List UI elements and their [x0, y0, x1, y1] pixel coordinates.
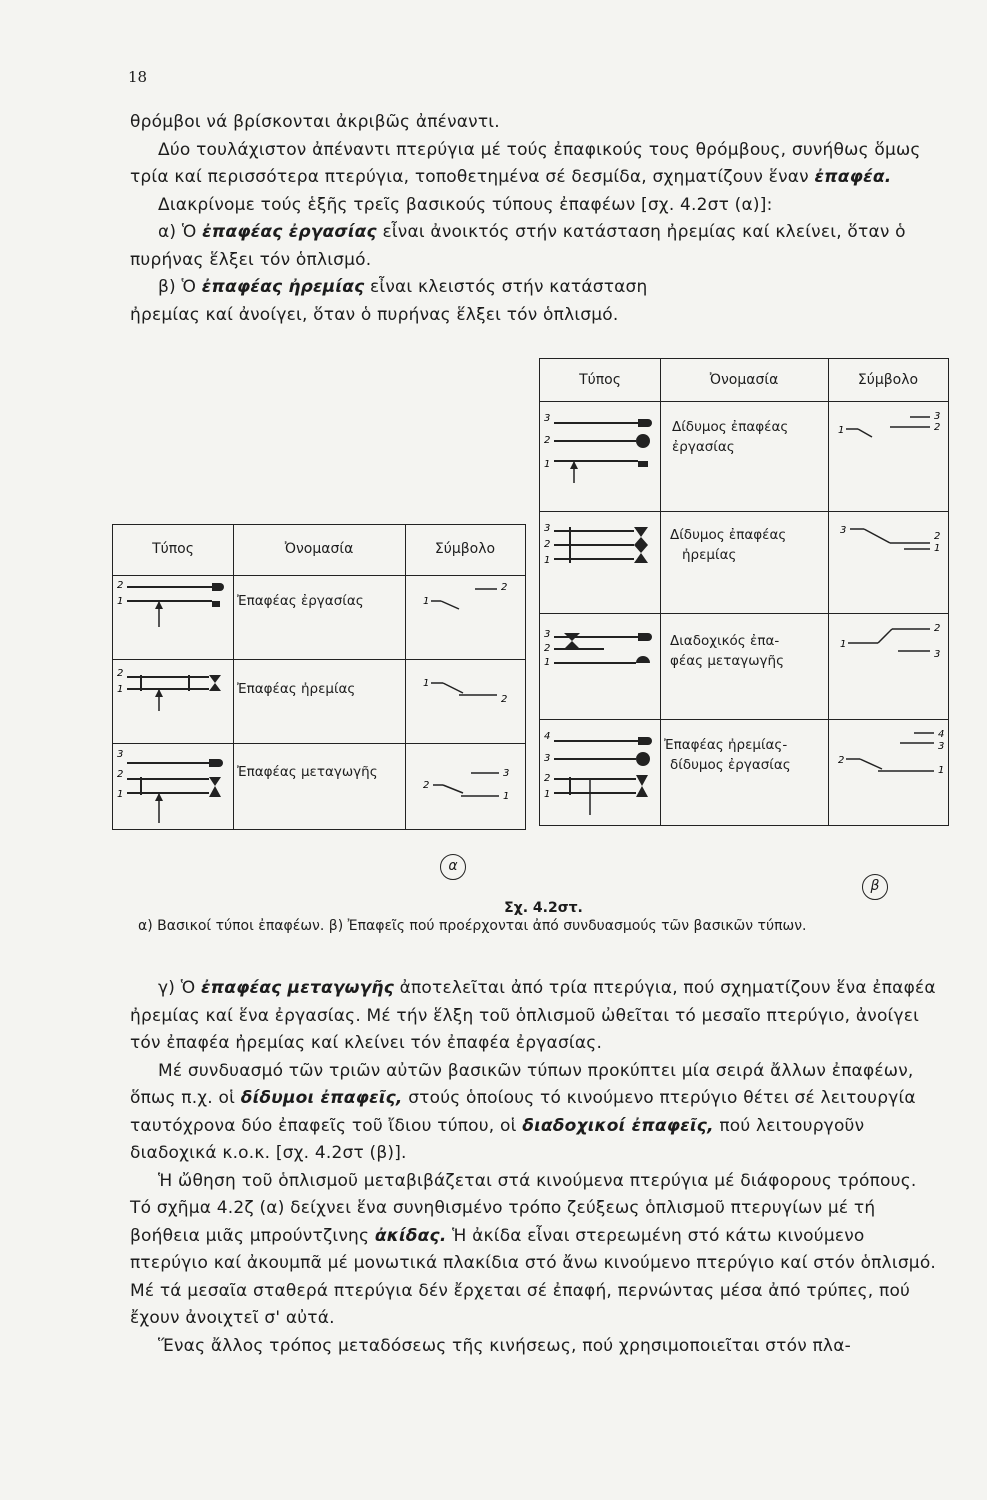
terminal-number: 2: [544, 539, 551, 550]
terminal-number: 1: [544, 459, 551, 470]
terminal-number: 1: [117, 789, 124, 800]
body-text: [130, 975, 942, 1360]
header-name: Ὀνομασία: [284, 541, 354, 557]
figure-caption-title: Σχ. 4.2στ.: [504, 900, 583, 916]
figure-label-a: α: [440, 854, 466, 880]
page-number: 18: [128, 68, 148, 86]
svg-text:2: 2: [934, 531, 941, 542]
terminal-number: 3: [544, 523, 551, 534]
terminal-number: 2: [544, 435, 551, 446]
terminal-number: 3: [544, 753, 551, 764]
svg-text:3: 3: [503, 768, 510, 779]
body-paragraph-4: Ἕνας ἄλλος τρόπος μεταδόσεως τῆς κινήσεως, πού χρησιμοποιεῖται στόν πλα-: [158, 1335, 851, 1356]
header-symbol: Σύμβολο: [434, 541, 496, 557]
rest-contact-symbol: [413, 661, 523, 743]
svg-text:3: 3: [934, 649, 941, 660]
terminal-number: 2: [117, 769, 124, 780]
row-name: Ἐπαφέας ἐργασίας: [237, 593, 364, 609]
terminal-number: 2: [117, 580, 124, 591]
svg-text:2: 2: [501, 582, 508, 593]
svg-text:2: 2: [423, 780, 430, 791]
svg-text:2: 2: [934, 623, 941, 634]
row-name: Ἐπαφέας ἠρεμίας: [237, 681, 356, 697]
terminal-number: 1: [544, 555, 551, 566]
twin-work-contact-type-drawing: [544, 403, 658, 511]
work-contact-type-drawing: [117, 577, 229, 659]
svg-text:3: 3: [934, 411, 941, 422]
rest-twin-work-symbol: [834, 719, 946, 825]
terminal-number: 3: [544, 629, 551, 640]
svg-text:1: 1: [838, 425, 845, 436]
terminal-number: 1: [117, 684, 124, 695]
terminal-number: 1: [544, 789, 551, 800]
svg-text:1: 1: [423, 678, 430, 689]
terminal-number: 1: [544, 657, 551, 668]
body-paragraph-2: Μέ συνδυασμό τῶν τριῶν αὐτῶν βασικῶν τύπων προκύπτει μία σειρά ἄλλων ἐπαφέων, ὅπως π.χ. οἱ δίδυμοι ἐπαφεῖς, στούς ὁποίους τό κινούμενο πτερύγιο θέτει σέ λειτουργία ταυτόχρονα δύο ἐπαφεῖς τοῦ ἴδιου τύπου, οἱ διαδοχικοί ἐπαφεῖς, πού λειτουργοῦν διαδοχικά κ.ο.κ. [σχ. 4.2στ (β)].: [130, 1060, 916, 1163]
svg-text:1: 1: [934, 543, 941, 554]
row-name: Δίδυμος ἐπαφέας ἐργασίας: [672, 419, 789, 455]
svg-text:1: 1: [423, 596, 430, 607]
twin-rest-contact-type-drawing: [544, 513, 658, 613]
svg-text:4: 4: [938, 729, 945, 740]
svg-text:1: 1: [938, 765, 945, 776]
item-g: γ) Ὁ ἐπαφέας μεταγωγῆς ἀποτελεῖται ἀπό τρία πτερύγια, πού σχηματίζουν ἕνα ἐπαφέα ἠρεμίας καί ἕνα ἐργασίας. Μέ τήν ἕλξη τοῦ ὁπλισμοῦ ὠθεῖται τό μεσαῖο πτερύγιο, ἀνοίγει τόν ἐπαφέα ἠρεμίας καί κλείνει τόν ἐπαφέα ἐργασίας.: [130, 978, 936, 1053]
header-type: Τύπος: [152, 541, 194, 557]
intro-line1: θρόμβοι νά βρίσκονται ἀκριβῶς ἀπέναντι.: [130, 112, 500, 132]
row-name: Ἐπαφέας ἠρεμίας- δίδυμος ἐργασίας: [664, 737, 791, 773]
terminal-number: 2: [544, 643, 551, 654]
svg-text:2: 2: [501, 694, 508, 705]
terminal-number: 3: [117, 749, 124, 760]
header-symbol: Σύμβολο: [857, 372, 919, 388]
item-a: α) Ὁ ἐπαφέας ἐργασίας εἶναι ἀνοικτός στήν κατάσταση ἠρεμίας καί κλείνει, ὅταν ὁ πυρήνας ἕλξει τόν ὁπλισμό.: [130, 222, 906, 270]
intro-text: [130, 109, 935, 329]
twin-work-symbol: [834, 403, 946, 511]
figure-caption: α) Βασικοί τύποι ἐπαφέων. β) Ἐπαφεῖς πού προέρχονται ἀπό συνδυασμούς τῶν βασικῶν τύπων.: [138, 918, 807, 934]
terminal-number: 2: [544, 773, 551, 784]
figure-label-b: β: [862, 874, 888, 900]
table-combined-contacts: [539, 358, 949, 826]
terminal-number: 1: [117, 596, 124, 607]
sequential-changeover-symbol: [834, 615, 946, 719]
intro-paragraph-3: Διακρίνομε τούς ἑξῆς τρεῖς βασικούς τύπους ἐπαφέων [σχ. 4.2στ (α)]:: [158, 194, 773, 215]
terminal-number: 3: [544, 413, 551, 424]
work-contact-symbol: [413, 577, 523, 659]
svg-text:3: 3: [840, 525, 847, 536]
svg-text:1: 1: [503, 791, 510, 802]
row-name: Ἐπαφέας μεταγωγῆς: [237, 764, 378, 780]
changeover-contact-type-drawing: [117, 743, 229, 829]
rest-contact-type-drawing: [117, 661, 229, 743]
svg-text:1: 1: [840, 639, 847, 650]
body-paragraph-3: Ἡ ὤθηση τοῦ ὁπλισμοῦ μεταβιβάζεται στά κινούμενα πτερύγια μέ διάφορους τρόπους. Τό σχῆμα 4.2ζ (α) δείχνει ἕνα συνηθισμένο τρόπο ζεύξεως ὁπλισμοῦ πτερυγίων μέ τή βοήθεια μιᾶς μπρούντζινης ἀκίδας. Ἡ ἀκίδα εἶναι στερεωμένη στό κάτω κινούμενο πτερύγιο καί ἀκουμπᾶ μέ μονωτικά πλακίδια στό ἄνω κινούμενο πτερύγιο καί στόν ὁπλισμό. Μέ τά μεσαῖα σταθερά πτερύγια δέν ἔρχεται σέ ἐπαφή, περνώντας μέσα ἀπό τρύπες, πού ἔχουν ἀνοιχτεῖ σ' αὐτά.: [130, 1170, 937, 1328]
row-name: Δίδυμος ἐπαφέας ἠρεμίας: [670, 527, 787, 563]
header-type: Τύπος: [579, 372, 621, 388]
changeover-contact-symbol: [413, 743, 523, 829]
item-b: β) Ὁ ἐπαφέας ἠρεμίας εἶναι κλειστός στήν κατάσταση ἠρεμίας καί ἀνοίγει, ὅταν ὁ πυρήνας ἕλξει τόν ὁπλισμό.: [130, 277, 648, 325]
row-name: Διαδοχικός ἐπα- φέας μεταγωγῆς: [670, 633, 784, 669]
intro-paragraph-2: Δύο τουλάχιστον ἀπέναντι πτερύγια μέ τούς ἐπαφικούς τους θρόμβους, συνήθως ὅμως τρία καί περισσότερα πτερύγια, τοποθετημένα σέ δεσμίδα, σχηματίζουν ἕναν ἐπαφέα.: [130, 139, 921, 187]
sequential-changeover-type-drawing: [544, 615, 658, 719]
rest-twin-work-type-drawing: [544, 719, 658, 825]
terminal-number: 2: [117, 668, 124, 679]
svg-text:2: 2: [934, 422, 941, 433]
svg-text:3: 3: [938, 741, 945, 752]
table-basic-contacts: [112, 524, 526, 830]
header-name: Ὀνομασία: [709, 372, 779, 388]
svg-text:2: 2: [838, 755, 845, 766]
terminal-number: 4: [544, 731, 551, 742]
twin-rest-symbol: [834, 513, 946, 613]
